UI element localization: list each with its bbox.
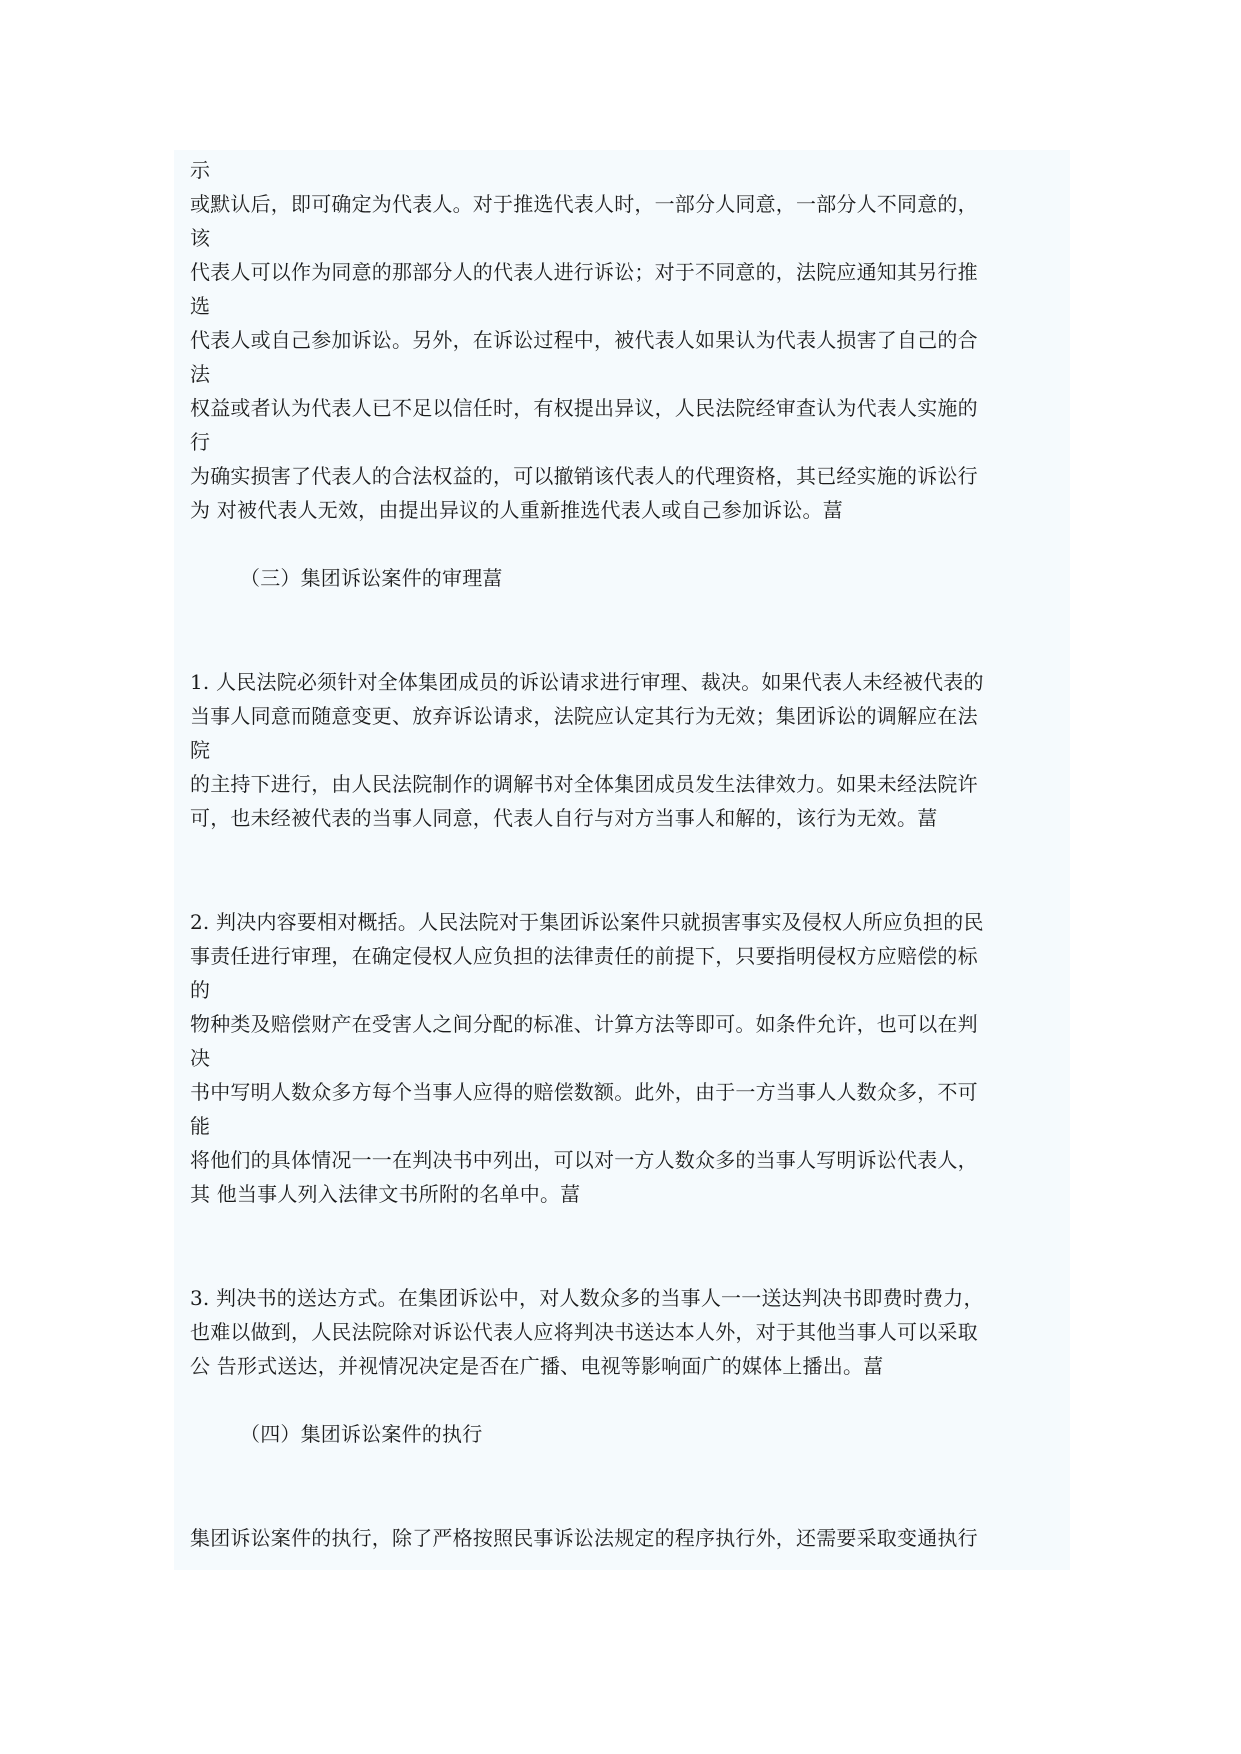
text-line: 1. 人民法院必须针对全体集团成员的诉讼请求进行审理、裁决。如果代表人未经被代表的 (190, 670, 984, 694)
section-heading: （四）集团诉讼案件的执行 (240, 1422, 483, 1446)
text-line: 能 (190, 1114, 211, 1138)
text-line: 物种类及赔偿财产在受害人之间分配的标准、计算方法等即可。如条件允许，也可以在判 (190, 1012, 978, 1036)
text-line: 的 (190, 978, 211, 1002)
section-heading: （三）集团诉讼案件的审理葍 (240, 566, 503, 590)
text-line: 公 告形式送达，并视情况决定是否在广播、电视等影响面广的媒体上播出。葍 (190, 1354, 884, 1378)
text-line: 将他们的具体情况一一在判决书中列出，可以对一方人数众多的当事人写明诉讼代表人， (190, 1148, 978, 1172)
text-line: 2. 判决内容要相对概括。人民法院对于集团诉讼案件只就损害事实及侵权人所应负担的民 (190, 910, 984, 934)
text-line: 院 (190, 738, 211, 762)
text-line: 的主持下进行，由人民法院制作的调解书对全体集团成员发生法律效力。如果未经法院许 (190, 772, 978, 796)
text-line: 其 他当事人列入法律文书所附的名单中。葍 (190, 1182, 581, 1206)
text-line: 集团诉讼案件的执行，除了严格按照民事诉讼法规定的程序执行外，还需要采取变通执行 (190, 1526, 978, 1550)
text-line: 该 (190, 226, 211, 250)
text-line: 法 (190, 362, 211, 386)
text-line: 可，也未经被代表的当事人同意，代表人自行与对方当事人和解的，该行为无效。葍 (190, 806, 938, 830)
text-line: 代表人可以作为同意的那部分人的代表人进行诉讼；对于不同意的，法院应通知其另行推 (190, 260, 978, 284)
text-line: 也难以做到，人民法院除对诉讼代表人应将判决书送达本人外，对于其他当事人可以采取 (190, 1320, 978, 1344)
text-line: 行 (190, 430, 211, 454)
text-line: 书中写明人数众多方每个当事人应得的赔偿数额。此外，由于一方当事人人数众多，不可 (190, 1080, 978, 1104)
text-line: 当事人同意而随意变更、放弃诉讼请求，法院应认定其行为无效；集团诉讼的调解应在法 (190, 704, 978, 728)
text-line: 选 (190, 294, 211, 318)
text-line: 决 (190, 1046, 211, 1070)
text-line: 为 对被代表人无效，由提出异议的人重新推选代表人或自己参加诉讼。葍 (190, 498, 843, 522)
text-line: 或默认后，即可确定为代表人。对于推选代表人时，一部分人同意，一部分人不同意的， (190, 192, 978, 216)
text-line: 事责任进行审理，在确定侵权人应负担的法律责任的前提下，只要指明侵权方应赔偿的标 (190, 944, 978, 968)
text-line: 代表人或自己参加诉讼。另外，在诉讼过程中，被代表人如果认为代表人损害了自己的合 (190, 328, 978, 352)
text-line: 为确实损害了代表人的合法权益的，可以撤销该代表人的代理资格，其已经实施的诉讼行 (190, 464, 978, 488)
text-line: 3. 判决书的送达方式。在集团诉讼中，对人数众多的当事人一一送达判决书即费时费力， (190, 1286, 984, 1310)
text-line: 权益或者认为代表人已不足以信任时，有权提出异议，人民法院经审查认为代表人实施的 (190, 396, 978, 420)
text-line: 示 (190, 158, 211, 182)
